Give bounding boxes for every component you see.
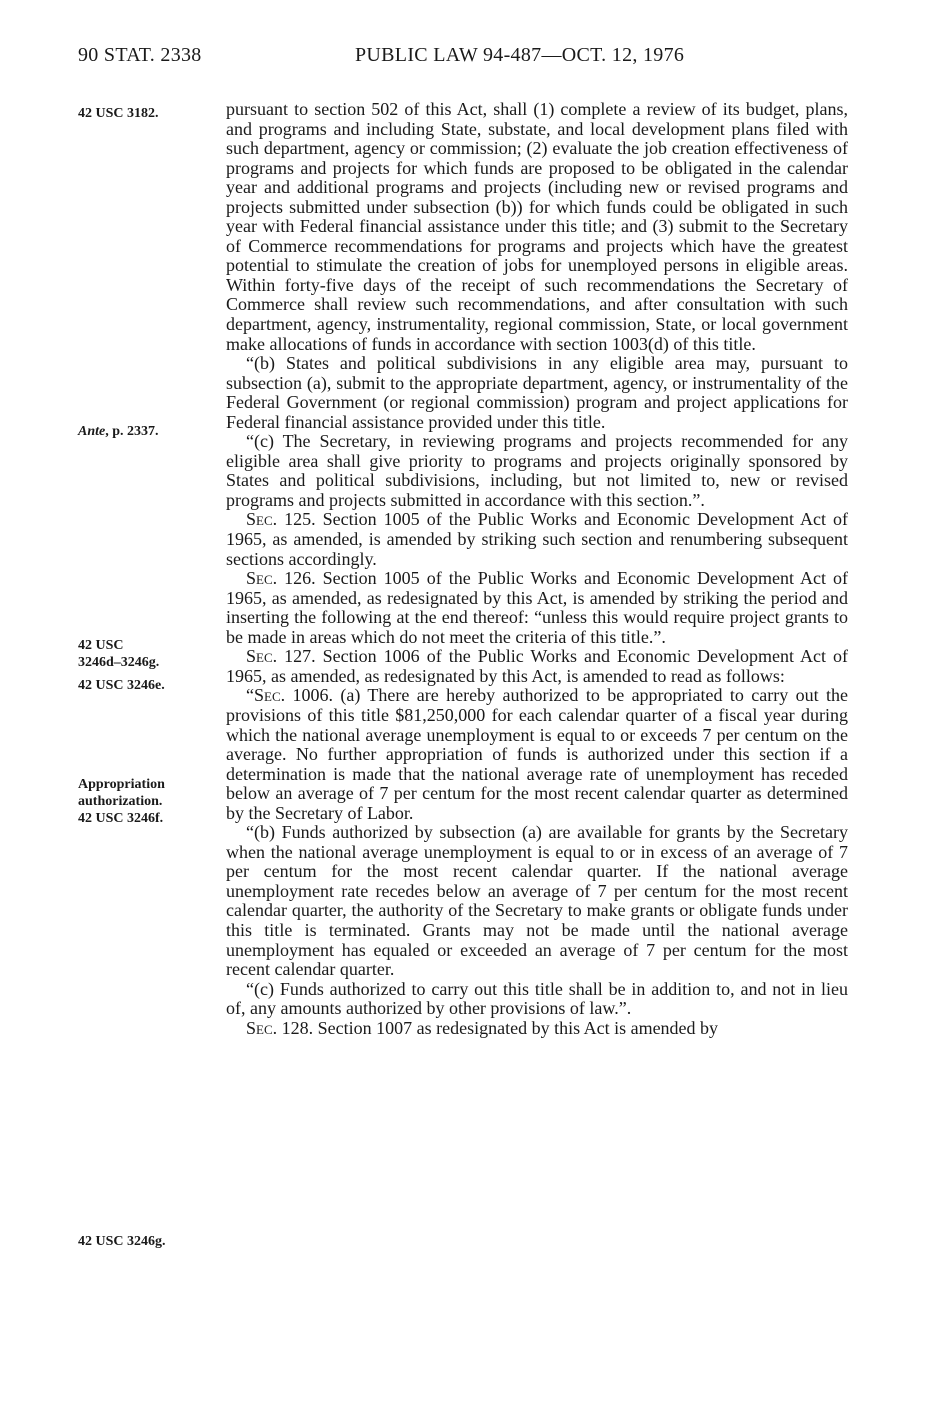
- margin-note-line: 42 USC 3246f.: [78, 811, 164, 826]
- margin-note-ante: [78, 423, 218, 440]
- margin-note-line: 3246d–3246g.: [78, 655, 160, 670]
- margin-note-line: authorization.: [78, 794, 163, 809]
- margin-note-usc-3246e: 42 USC 3246e.: [78, 678, 165, 693]
- open-quote: “: [246, 685, 254, 706]
- paragraph-sec-1006c: “(c) Funds authorized to carry out this title shall be in addition to, and not in lieu of, any amounts authorized by other provisions of law.”.: [226, 978, 848, 1019]
- paragraph-sec-127: [226, 647, 848, 686]
- section-mark: Sec.: [246, 509, 278, 530]
- margin-note-usc-3246g: 42 USC 3246g.: [78, 1234, 166, 1249]
- section-mark: Sec.: [254, 685, 286, 706]
- running-title: PUBLIC LAW 94-487—OCT. 12, 1976: [355, 44, 685, 66]
- paragraph-subsection-b: “(b) States and political subdivisions in any eligible area may, pursuant to subsection (a), submit to the appropriate department, agency, or instrumentality of the Federal Government (or regional commission) program and project applications for Federal financial assistance provided under this title.: [226, 353, 848, 432]
- paragraph-sec-125: [226, 510, 848, 569]
- margin-note-appropriation: [78, 776, 218, 827]
- page-header: [78, 44, 718, 72]
- section-mark: Sec.: [246, 568, 278, 589]
- statute-page-number: 90 STAT. 2338: [78, 44, 202, 66]
- margin-note-ante-label: Ante: [78, 424, 106, 439]
- paragraph-sec-1006b: “(b) Funds authorized by subsection (a) are available for grants by the Secretary when the national average unemployment is equal to or in excess of an average of 7 per centum for the most recent calendar quarter. If the national average unemployment rate recedes below an average of 7 per centum for the most recent calendar quarter, the authority of the Secretary to make grants or obligate funds under this title is terminated. Grants may not be made until the national average unemployment has equaled or exceeded an average of 7 per centum for the most recent calendar quarter.: [226, 822, 848, 980]
- section-text: 127. Section 1006 of the Public Works and Economic Development Act of 1965, as amended, as redesignated by this Act, is amended to read as follows:: [226, 646, 848, 686]
- margin-note-ante-page: , p. 2337.: [105, 424, 159, 439]
- section-text: 126. Section 1005 of the Public Works and Economic Development Act of 1965, as amended, as redesignated by this Act, is amended by striking the period and inserting the following at the end thereof: “unless this would require project grants to be made in areas which do not meet the criteria of this title.”.: [226, 568, 848, 647]
- section-text: 1006. (a) There are hereby authorized to be appropriated to carry out the provisions of this title $81,250,000 for each calendar quarter of a fiscal year during which the national average unemployment is equal to or exceeds 7 per centum on the average. No further appropriation of funds is authorized under this section if a determination is made that the national average rate of unemployment has receded below an average of 7 per centum for the most recent calendar quarter as determined by the Secretary of Labor.: [226, 685, 848, 823]
- paragraph-review: pursuant to section 502 of this Act, shall (1) complete a review of its budget, plans, and programs and including State, substate, and local development plans filed with such department, agency or commission; (2) evaluate the job creation effectiveness of programs and projects for which funds are proposed to be obligated in the calendar year and additional programs and projects (including new or revised programs and projects submitted under subsection (b)) for which funds could be obligated in such year with Federal financial assistance under this title; and (3) submit to the Secretary of Commerce recommendations for programs and projects which have the greatest potential to stimulate the creation of jobs for unemployed persons in eligible areas. Within forty-five days of the receipt of such recommendations the Secretary of Commerce shall review such recommendations, and after consultation with such department, agency, instrumentality, regional commission, State, or local government make allocations of funds in accordance with section 1003(d) of this title.: [226, 99, 848, 354]
- paragraph-sec-1006a: [226, 686, 848, 823]
- margin-note-line: 42 USC: [78, 638, 124, 653]
- margin-note-usc-3246d: [78, 637, 218, 671]
- statute-body: [226, 100, 848, 1038]
- section-text: 128. Section 1007 as redesignated by this Act is amended by: [277, 1017, 719, 1038]
- paragraph-sec-126: [226, 569, 848, 647]
- paragraph-sec-128: [226, 1019, 848, 1039]
- margin-note-usc-3182: 42 USC 3182.: [78, 106, 159, 121]
- paragraph-subsection-c: “(c) The Secretary, in reviewing programs and projects recommended for any eligible area shall give priority to programs and projects originally sponsored by States and political subdivisions, including, but not limited to, new or revised programs and projects submitted in accordance with this section.”.: [226, 431, 848, 510]
- margin-note-line: Appropriation: [78, 777, 165, 792]
- section-mark: Sec.: [246, 646, 278, 667]
- section-text: 125. Section 1005 of the Public Works and Economic Development Act of 1965, as amended, is amended by striking such section and renumbering subsequent sections accordingly.: [226, 509, 848, 569]
- section-mark: Sec.: [246, 1017, 278, 1038]
